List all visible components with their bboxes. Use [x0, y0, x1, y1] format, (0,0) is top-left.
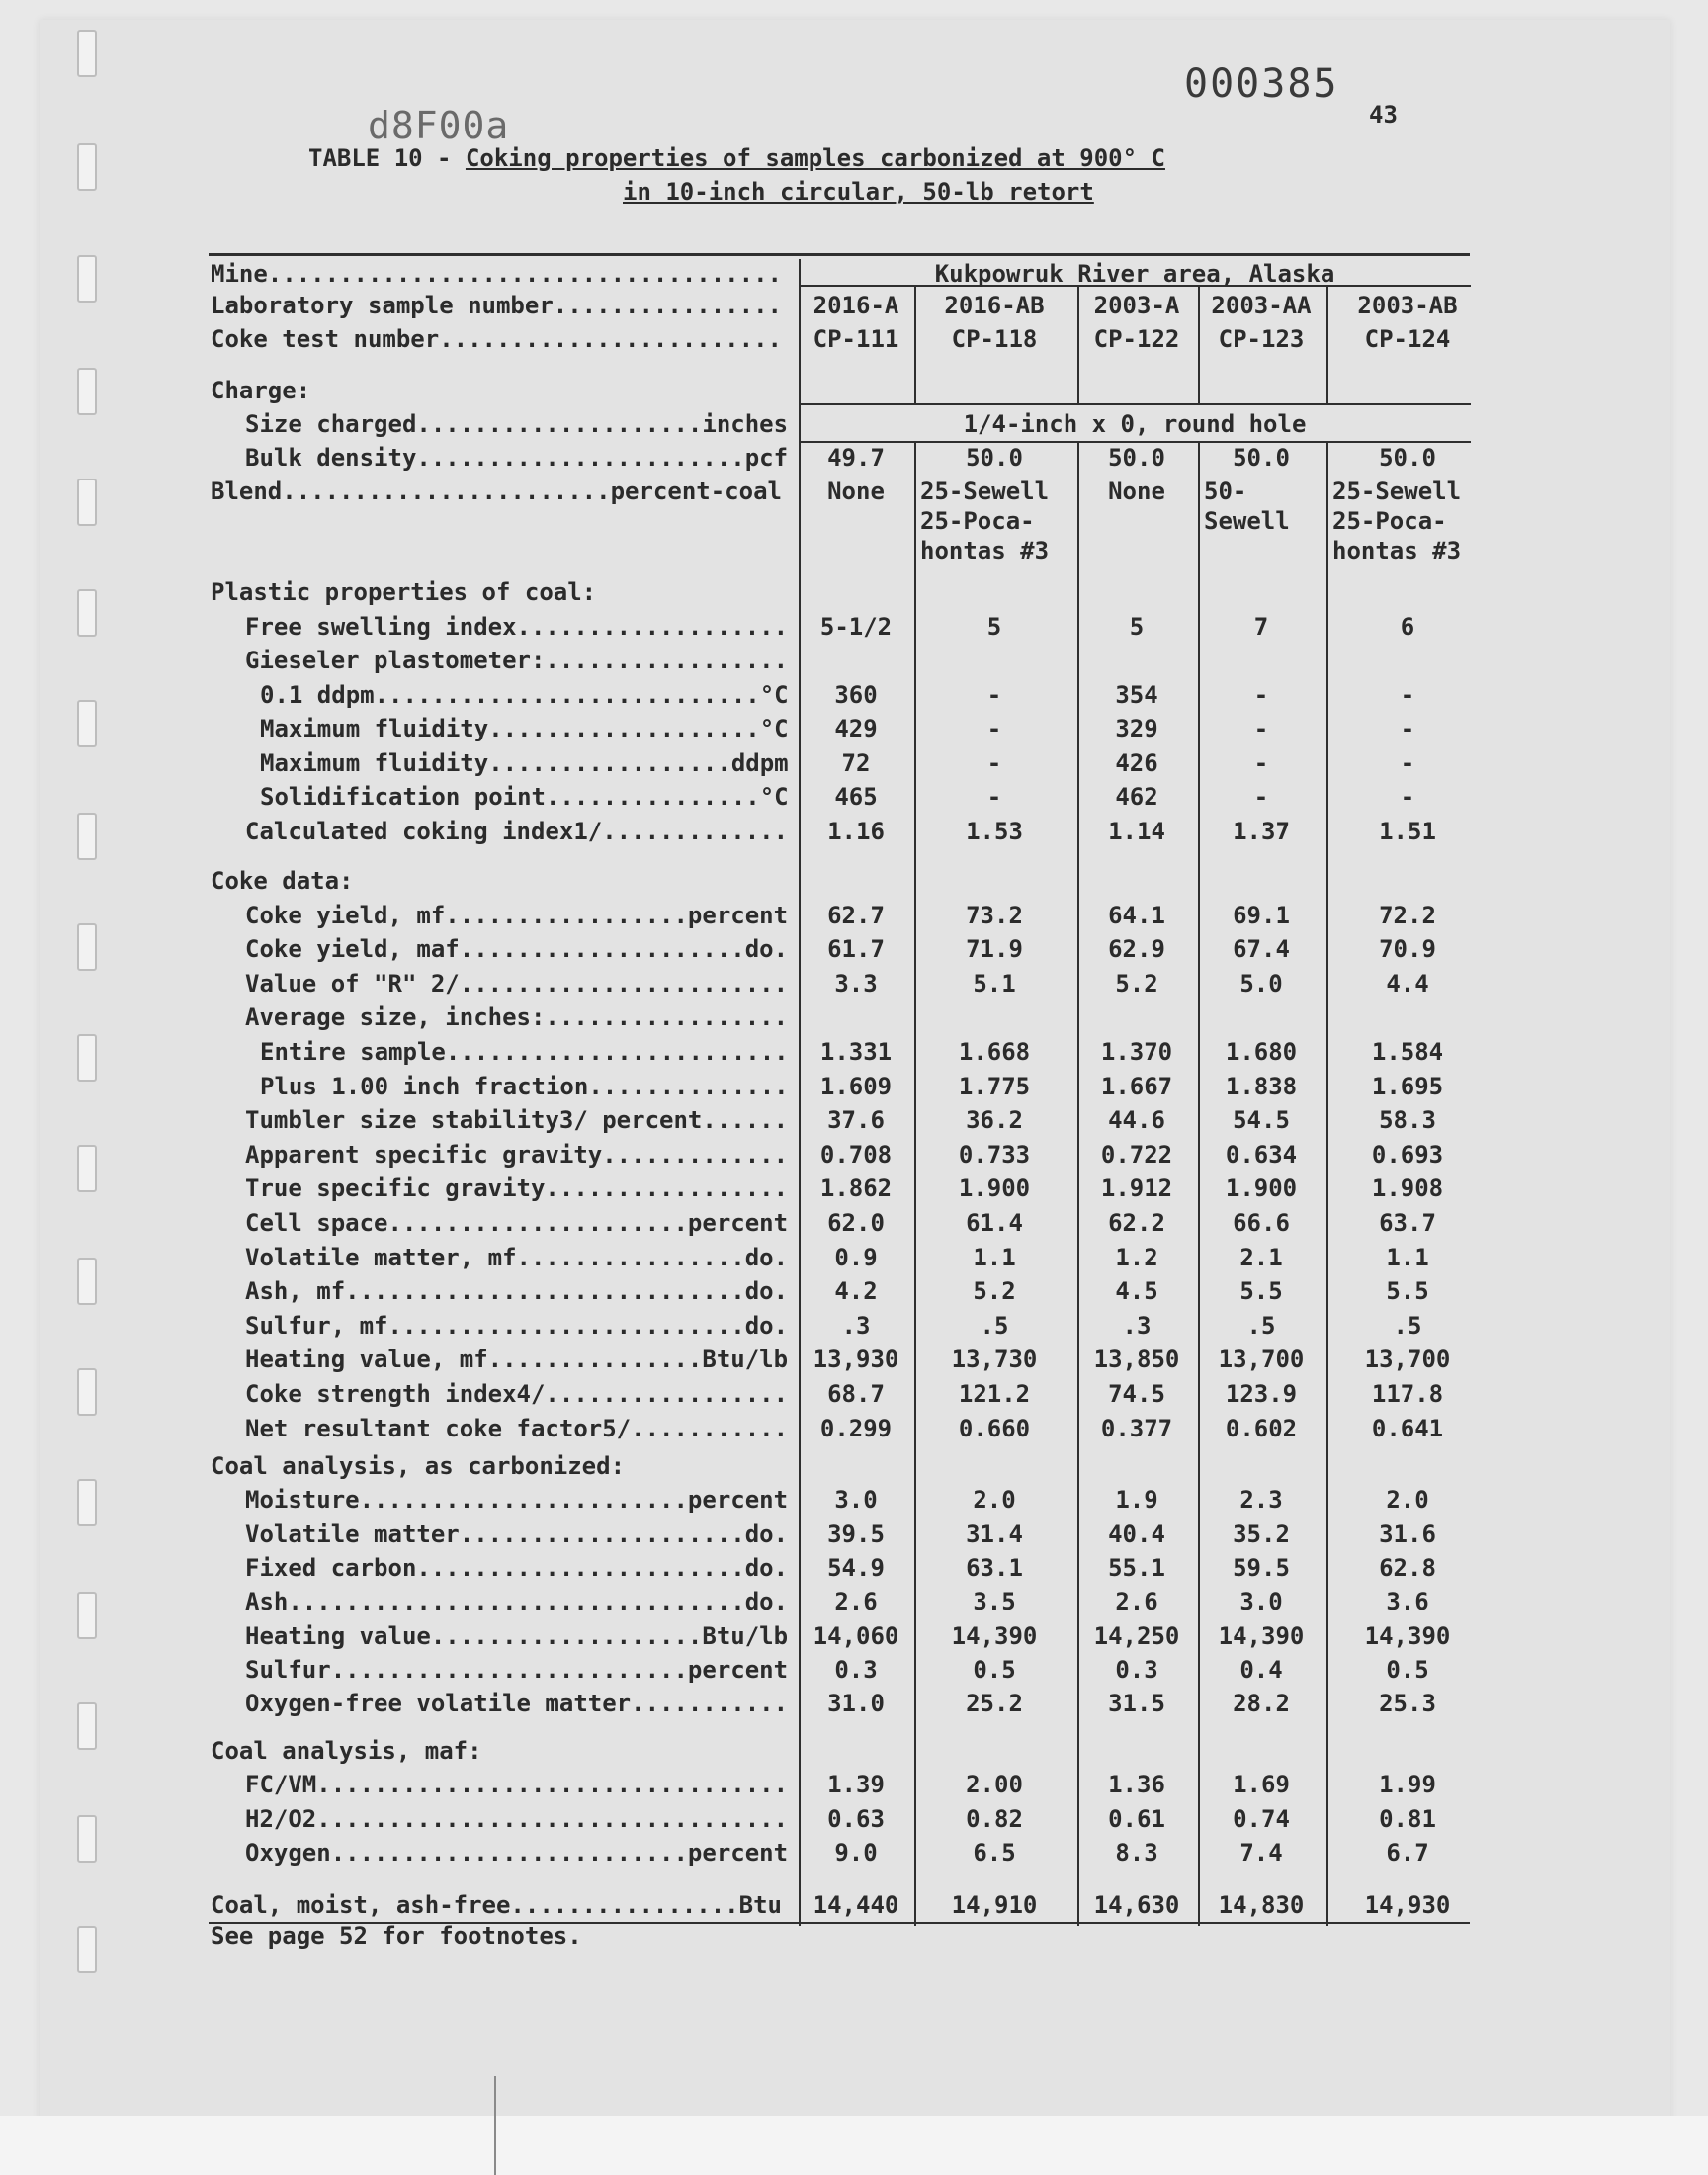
coal_carbonized-row-value: 0.3 [834, 1655, 878, 1684]
coke-row-label: Coke yield, maf....................do. [245, 935, 789, 964]
plastic-row-value: - [986, 680, 1002, 709]
coke-row-value: .3 [841, 1311, 871, 1340]
plastic-row-value: - [1253, 783, 1269, 811]
plastic-row-value: 1.37 [1233, 817, 1290, 845]
plastic-row-value: 429 [834, 715, 878, 742]
blend-value: 25-Poca- [1332, 507, 1447, 535]
coal_carbonized-row-value: 0.5 [1386, 1655, 1429, 1684]
coke-row-value: 73.2 [966, 901, 1023, 929]
binder-hole [77, 923, 97, 971]
coal_carbonized-row-value: 2.6 [834, 1588, 878, 1616]
coke-row-label: Sulfur, mf.........................do. [245, 1311, 789, 1340]
plastic-row-value: 1.16 [827, 817, 885, 845]
coal_maf-row-value: 1.99 [1379, 1771, 1436, 1799]
coal_maf-row-value: 0.63 [827, 1804, 885, 1833]
coke-row-value: 4.2 [834, 1277, 878, 1306]
coal_maf-row-label: FC/VM................................. [245, 1771, 789, 1799]
coke-row-value: 2.1 [1239, 1243, 1283, 1271]
coal-moist-ash-free-value: 14,910 [951, 1891, 1038, 1919]
coal_carbonized-row-value: 31.0 [827, 1690, 885, 1718]
coke-row-value: 69.1 [1233, 901, 1290, 929]
coke-row-value: 62.2 [1108, 1209, 1165, 1237]
coke-row-label: Average size, inches:................. [245, 1003, 789, 1032]
coke-test-number: CP-122 [1093, 325, 1180, 353]
plastic-row-value: - [1400, 748, 1415, 777]
coal_maf-row-value: 7.4 [1239, 1838, 1283, 1867]
blend-value: 25-Sewell [920, 478, 1050, 505]
coal_carbonized-row-value: 54.9 [827, 1553, 885, 1582]
coke-row-value: 70.9 [1379, 935, 1436, 964]
bulk-density-label: Bulk density.......................pcf [245, 444, 789, 472]
coke-test-number: CP-118 [951, 325, 1038, 353]
coke-test-number: CP-124 [1364, 325, 1451, 353]
size-charged-value: 1/4-inch x 0, round hole [963, 410, 1307, 438]
binder-hole [77, 813, 97, 860]
coal_carbonized-row-value: 63.1 [966, 1553, 1023, 1582]
coke-row-value: 13,700 [1364, 1346, 1451, 1374]
coke-row-value: 1.609 [819, 1072, 893, 1100]
binder-hole [77, 30, 97, 77]
plastic-row-value: - [1400, 783, 1415, 811]
plastic-row-value: 7 [1253, 612, 1269, 641]
plastic-row-value: - [1400, 715, 1415, 742]
coal-moist-ash-free-value: 14,630 [1093, 1891, 1180, 1919]
coke-row-value: 0.708 [819, 1140, 893, 1169]
coke-row-label: Plus 1.00 inch fraction.............. [260, 1072, 789, 1100]
scanner-divider [494, 2076, 496, 2175]
coke-row-value: 0.602 [1225, 1414, 1298, 1442]
table-title-prefix: TABLE 10 - [308, 144, 466, 172]
coal-moist-ash-free-value: 14,830 [1218, 1891, 1305, 1919]
coal_carbonized-row-value: 2.6 [1115, 1588, 1158, 1616]
mine-value: Kukpowruk River area, Alaska [934, 260, 1335, 288]
coal_carbonized-row-value: 35.2 [1233, 1520, 1290, 1548]
coal_maf-row-value: 0.61 [1108, 1804, 1165, 1833]
plastic-row-value: 6 [1400, 612, 1415, 641]
coke-row-value: 0.377 [1100, 1414, 1173, 1442]
coal_carbonized-row-value: 55.1 [1108, 1553, 1165, 1582]
coke-row-value: 44.6 [1108, 1106, 1165, 1135]
coal_carbonized-row-value: 2.0 [1386, 1486, 1429, 1515]
size-charged-label: Size charged....................inches [245, 410, 789, 438]
coal_carbonized-row-value: 28.2 [1233, 1690, 1290, 1718]
coke-row-value: 54.5 [1233, 1106, 1290, 1135]
plastic-row-value: - [986, 783, 1002, 811]
section-charge: Charge: [211, 377, 311, 404]
coal_carbonized-row-value: 39.5 [827, 1520, 885, 1548]
coke-row-label: Coke yield, mf.................percent [245, 901, 789, 929]
binder-hole [77, 1034, 97, 1082]
coke-row-value: 1.2 [1115, 1243, 1158, 1271]
plastic-row-value: 5 [986, 612, 1002, 641]
coke-row-value: 37.6 [827, 1106, 885, 1135]
coal_carbonized-row-value: 14,390 [1218, 1621, 1305, 1650]
section-coal_maf: Coal analysis, maf: [211, 1737, 482, 1765]
blend-value: hontas #3 [920, 537, 1050, 565]
coal_carbonized-row-value: 31.6 [1379, 1520, 1436, 1548]
coal_carbonized-row-value: 3.0 [834, 1486, 878, 1515]
sample-number: 2003-A [1093, 292, 1180, 319]
coal_carbonized-row-label: Volatile matter....................do. [245, 1520, 789, 1548]
coke-row-value: 4.5 [1115, 1277, 1158, 1306]
coke-row-value: 1.900 [1225, 1174, 1298, 1203]
plastic-row-value: 360 [834, 680, 878, 709]
coke-row-value: 0.641 [1371, 1414, 1444, 1442]
bulk-density-value: 49.7 [827, 444, 885, 472]
coke-row-value: 67.4 [1233, 935, 1290, 964]
coal_carbonized-row-value: 59.5 [1233, 1553, 1290, 1582]
binder-hole [77, 1145, 97, 1192]
coal_maf-row-value: 6.5 [973, 1838, 1016, 1867]
plastic-row-value: 465 [834, 783, 878, 811]
coke-row-value: 63.7 [1379, 1209, 1436, 1237]
binder-hole [77, 1702, 97, 1750]
coke-row-value: 1.584 [1371, 1038, 1444, 1066]
coke-row-value: 5.2 [973, 1277, 1016, 1306]
coal_carbonized-row-value: 1.9 [1115, 1486, 1158, 1515]
blend-value: 25-Poca- [920, 507, 1035, 535]
plastic-row-value: 5-1/2 [819, 612, 893, 641]
plastic-row-value: - [1253, 680, 1269, 709]
coke-row-value: 61.7 [827, 935, 885, 964]
coke-row-label: Ash, mf............................do. [245, 1277, 789, 1306]
coke-row-label: Coke strength index4/................. [245, 1380, 789, 1408]
plastic-row-value: 462 [1115, 783, 1158, 811]
plastic-row-label: Calculated coking index1/............. [245, 817, 789, 845]
coke-row-value: 62.9 [1108, 935, 1165, 964]
coke-row-label: Apparent specific gravity............. [245, 1140, 789, 1169]
coke-row-value: 58.3 [1379, 1106, 1436, 1135]
sample-number: 2016-AB [944, 292, 1045, 319]
binder-hole [77, 1815, 97, 1863]
section-plastic: Plastic properties of coal: [211, 578, 597, 606]
handwritten-code: d8F00a [368, 104, 510, 147]
coal_maf-row-value: 0.74 [1233, 1804, 1290, 1833]
coal_carbonized-row-value: 25.2 [966, 1690, 1023, 1718]
coke-row-value: 66.6 [1233, 1209, 1290, 1237]
coke-row-value: 4.4 [1386, 969, 1429, 998]
coke-row-value: 74.5 [1108, 1380, 1165, 1408]
plastic-row-label: Maximum fluidity...................°C [260, 715, 789, 742]
binder-hole [77, 478, 97, 526]
coke-row-value: 1.908 [1371, 1174, 1444, 1203]
coke-row-value: 121.2 [958, 1380, 1031, 1408]
coke-row-label: Value of "R" 2/....................... [245, 969, 789, 998]
coke-row-value: 5.0 [1239, 969, 1283, 998]
bulk-density-value: 50.0 [1379, 444, 1436, 472]
coke-row-value: 13,700 [1218, 1346, 1305, 1374]
coke-row-value: 1.1 [1386, 1243, 1429, 1271]
coke-row-value: 1.370 [1100, 1038, 1173, 1066]
plastic-row-label: 0.1 ddpm...........................°C [260, 680, 789, 709]
coke-test-number: CP-111 [812, 325, 899, 353]
coal_carbonized-row-value: 3.0 [1239, 1588, 1283, 1616]
coke-row-value: 0.660 [958, 1414, 1031, 1442]
coke-row-value: 0.722 [1100, 1140, 1173, 1169]
coke-row-value: 1.838 [1225, 1072, 1298, 1100]
coke-row-value: 1.667 [1100, 1072, 1173, 1100]
coal_maf-row-label: H2/O2................................. [245, 1804, 789, 1833]
coke-row-value: 1.331 [819, 1038, 893, 1066]
coal_carbonized-row-value: 14,390 [951, 1621, 1038, 1650]
blend-value: 50- [1204, 478, 1247, 505]
coal_carbonized-row-value: 62.8 [1379, 1553, 1436, 1582]
coal_carbonized-row-value: 40.4 [1108, 1520, 1165, 1548]
coal_carbonized-row-value: 14,250 [1093, 1621, 1180, 1650]
coal_carbonized-row-label: Heating value...................Btu/lb [245, 1621, 789, 1650]
plastic-row-value: 1.51 [1379, 817, 1436, 845]
coal_carbonized-row-value: 0.3 [1115, 1655, 1158, 1684]
coke-row-value: 0.9 [834, 1243, 878, 1271]
coke-row-label: True specific gravity................. [245, 1174, 789, 1203]
plastic-row-value: 1.14 [1108, 817, 1165, 845]
coal_maf-row-value: 2.00 [966, 1771, 1023, 1799]
coal_maf-row-value: 0.81 [1379, 1804, 1436, 1833]
coal_carbonized-row-value: 2.3 [1239, 1486, 1283, 1515]
binder-hole [77, 589, 97, 637]
plastic-row-label: Maximum fluidity.................ddpm [260, 748, 789, 777]
coal_maf-row-value: 1.36 [1108, 1771, 1165, 1799]
bulk-density-value: 50.0 [1108, 444, 1165, 472]
binder-hole [77, 1479, 97, 1526]
coal_maf-row-value: 9.0 [834, 1838, 878, 1867]
footnote: See page 52 for footnotes. [211, 1922, 582, 1950]
plastic-row-label: Gieseler plastometer:................. [245, 647, 789, 674]
coal_carbonized-row-value: 2.0 [973, 1486, 1016, 1515]
coal_carbonized-row-label: Sulfur.........................percent [245, 1655, 789, 1684]
coke-row-value: 0.634 [1225, 1140, 1298, 1169]
coke-row-value: 72.2 [1379, 901, 1436, 929]
coke-row-value: 1.668 [958, 1038, 1031, 1066]
coke-row-label: Net resultant coke factor5/........... [245, 1414, 789, 1442]
coke-row-value: 5.5 [1239, 1277, 1283, 1306]
coal_carbonized-row-value: 0.4 [1239, 1655, 1283, 1684]
binder-hole [77, 143, 97, 191]
plastic-row-label: Solidification point...............°C [260, 783, 789, 811]
coke-row-value: 1.912 [1100, 1174, 1173, 1203]
coal-moist-ash-free-value: 14,440 [812, 1891, 899, 1919]
coal_maf-row-value: 6.7 [1386, 1838, 1429, 1867]
coke-row-value: 1.900 [958, 1174, 1031, 1203]
binder-hole [77, 1368, 97, 1416]
coke-row-value: 64.1 [1108, 901, 1165, 929]
mine-label: Mine.................................... [211, 260, 782, 288]
bulk-density-value: 50.0 [1233, 444, 1290, 472]
sample-number: 2003-AB [1357, 292, 1458, 319]
coke-row-label: Volatile matter, mf................do. [245, 1243, 789, 1271]
plastic-row-value: 1.53 [966, 817, 1023, 845]
coal_carbonized-row-label: Fixed carbon.......................do. [245, 1553, 789, 1582]
sample-number: 2003-AA [1211, 292, 1312, 319]
plastic-row-value: 426 [1115, 748, 1158, 777]
binder-hole [77, 1592, 97, 1639]
coke-row-value: .5 [1393, 1311, 1422, 1340]
blend-value: 25-Sewell [1332, 478, 1462, 505]
document-stamp-number: 000385 [1184, 61, 1339, 107]
coal_carbonized-row-value: 3.6 [1386, 1588, 1429, 1616]
page-number: 43 [1369, 101, 1398, 129]
coal_carbonized-row-value: 14,060 [812, 1621, 899, 1650]
plastic-row-value: - [1253, 715, 1269, 742]
coal_maf-row-value: 8.3 [1115, 1838, 1158, 1867]
blend-value: Sewell [1204, 507, 1290, 535]
coke-row-value: 68.7 [827, 1380, 885, 1408]
coke-row-value: 36.2 [966, 1106, 1023, 1135]
blend-label: Blend.......................percent-coal [211, 478, 782, 505]
table-title-line1 [308, 144, 1165, 172]
coal_carbonized-row-label: Oxygen-free volatile matter........... [245, 1690, 789, 1718]
coke-row-value: 1.680 [1225, 1038, 1298, 1066]
coke-row-value: 0.299 [819, 1414, 893, 1442]
coke-row-value: .3 [1122, 1311, 1152, 1340]
binder-hole [77, 255, 97, 303]
binder-hole [77, 1258, 97, 1305]
coke-row-value: 13,850 [1093, 1346, 1180, 1374]
coal_carbonized-row-value: 25.3 [1379, 1690, 1436, 1718]
plastic-row-label: Free swelling index................... [245, 612, 789, 641]
coke-row-value: 13,730 [951, 1346, 1038, 1374]
coke-row-value: 1.1 [973, 1243, 1016, 1271]
table-top-rule [209, 253, 1470, 256]
coke-row-value: 1.862 [819, 1174, 893, 1203]
coke-row-label: Cell space.....................percent [245, 1209, 789, 1237]
coke-row-value: 5.2 [1115, 969, 1158, 998]
bulk-density-value: 50.0 [966, 444, 1023, 472]
coal_maf-row-value: 0.82 [966, 1804, 1023, 1833]
coal-moist-ash-free-label: Coal, moist, ash-free................Btu [211, 1891, 782, 1919]
blend-value: hontas #3 [1332, 537, 1462, 565]
table-title-text: Coking properties of samples carbonized at 900° C [465, 144, 1165, 172]
coke-row-value: .5 [1246, 1311, 1276, 1340]
coke-test-label: Coke test number........................ [211, 325, 782, 353]
scanner-bottom-strip [0, 2116, 1708, 2175]
coke-row-value: 0.693 [1371, 1140, 1444, 1169]
plastic-row-value: - [1253, 748, 1269, 777]
coke-row-label: Heating value, mf...............Btu/lb [245, 1346, 789, 1374]
section-coal_carbonized: Coal analysis, as carbonized: [211, 1452, 626, 1480]
table-title-line2: in 10-inch circular, 50-lb retort [623, 178, 1094, 206]
coke-row-value: 61.4 [966, 1209, 1023, 1237]
coke-row-value: 123.9 [1225, 1380, 1298, 1408]
plastic-row-value: 329 [1115, 715, 1158, 742]
coal_carbonized-row-value: 31.5 [1108, 1690, 1165, 1718]
plastic-row-value: - [986, 748, 1002, 777]
section-coke: Coke data: [211, 867, 354, 895]
coke-row-label: Entire sample........................ [260, 1038, 789, 1066]
coke-row-value: 0.733 [958, 1140, 1031, 1169]
binder-hole [77, 368, 97, 415]
coke-row-value: 13,930 [812, 1346, 899, 1374]
coal_carbonized-row-value: 31.4 [966, 1520, 1023, 1548]
coal_carbonized-row-label: Moisture.......................percent [245, 1486, 789, 1515]
coal-moist-ash-free-value: 14,930 [1364, 1891, 1451, 1919]
blend-value: None [1108, 478, 1165, 505]
charge-size-top-rule [799, 403, 1471, 405]
coke-row-value: 62.0 [827, 1209, 885, 1237]
plastic-row-value: - [986, 715, 1002, 742]
plastic-row-value: 5 [1129, 612, 1145, 641]
coke-row-value: 3.3 [834, 969, 878, 998]
coke-row-value: 1.775 [958, 1072, 1031, 1100]
coke-row-value: 5.5 [1386, 1277, 1429, 1306]
coal_carbonized-row-value: 14,390 [1364, 1621, 1451, 1650]
coke-row-value: 71.9 [966, 935, 1023, 964]
binder-hole [77, 700, 97, 747]
plastic-row-value: 354 [1115, 680, 1158, 709]
coal_carbonized-row-value: 3.5 [973, 1588, 1016, 1616]
coke-row-value: 117.8 [1371, 1380, 1444, 1408]
coal_carbonized-row-label: Ash................................do. [245, 1588, 789, 1616]
plastic-row-value: - [1400, 680, 1415, 709]
coke-row-value: .5 [980, 1311, 1009, 1340]
sample-number-label: Laboratory sample number................ [211, 292, 782, 319]
coal_carbonized-row-value: 0.5 [973, 1655, 1016, 1684]
coke-row-value: 62.7 [827, 901, 885, 929]
coal_maf-row-value: 1.39 [827, 1771, 885, 1799]
coke-row-value: 1.695 [1371, 1072, 1444, 1100]
sample-number: 2016-A [812, 292, 899, 319]
binder-hole [77, 1926, 97, 1973]
coal_maf-row-value: 1.69 [1233, 1771, 1290, 1799]
coke-test-number: CP-123 [1218, 325, 1305, 353]
coke-row-value: 5.1 [973, 969, 1016, 998]
coke-row-label: Tumbler size stability3/ percent...... [245, 1106, 789, 1135]
plastic-row-value: 72 [841, 748, 871, 777]
blend-value: None [827, 478, 885, 505]
coal_maf-row-label: Oxygen.........................percent [245, 1838, 789, 1867]
